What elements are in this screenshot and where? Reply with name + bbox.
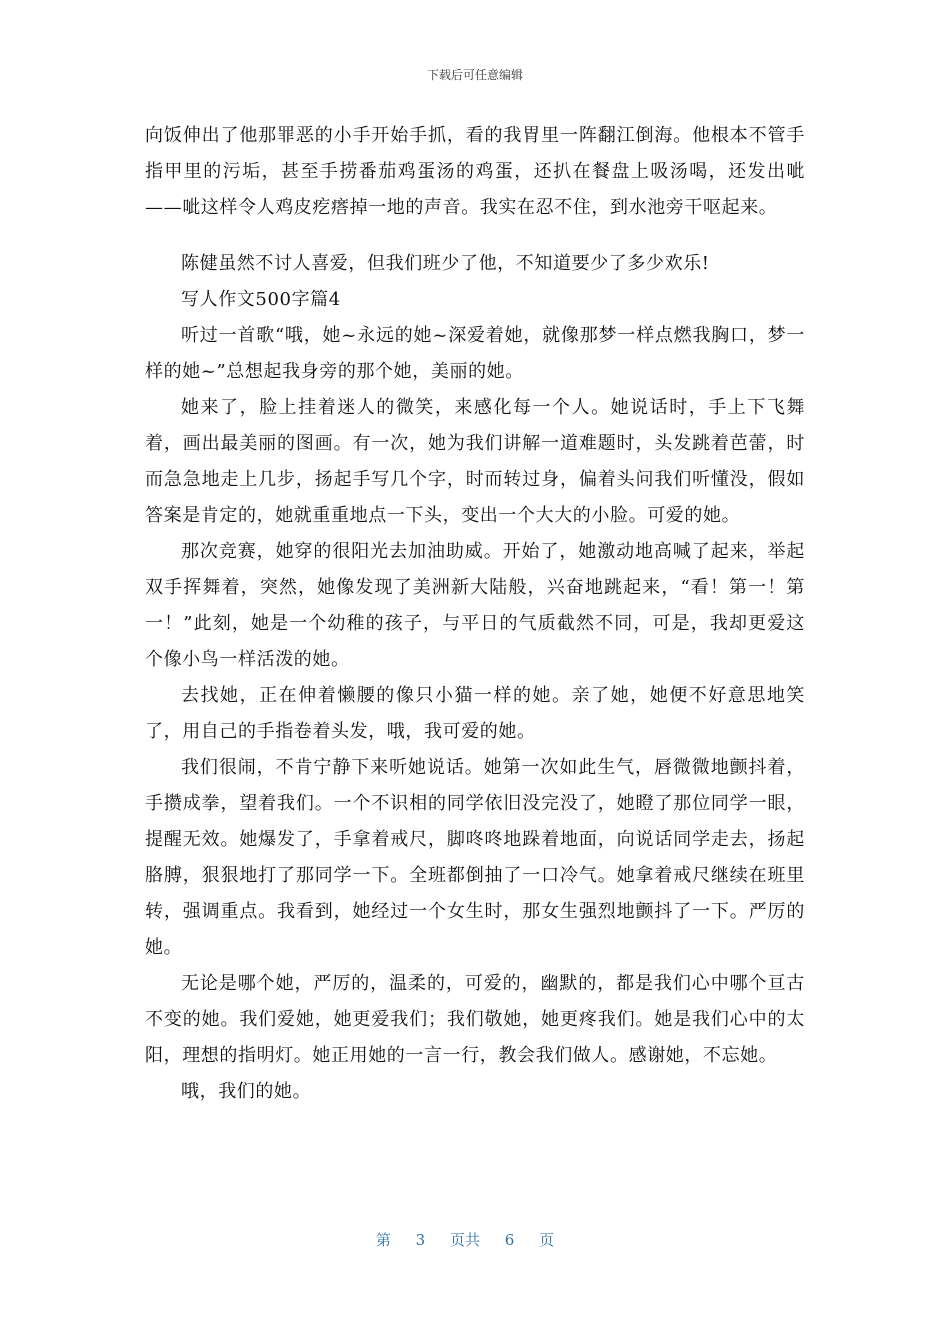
paragraph: 无论是哪个她，严厉的，温柔的，可爱的，幽默的，都是我们心中哪个亘古不变的她。我们爱她，她更爱我们；我们敬她，她更疼我们。她是我们心中的太阳，理想的指明灯。她正用她的一言一行，教会我们做人。感谢她，不忘她。 [145, 973, 805, 1066]
current-page-number: 3 [415, 1231, 426, 1249]
paragraph-continued: 向饭伸出了他那罪恶的小手开始手抓，看的我胃里一阵翻江倒海。他根本不管手指甲里的污垢，甚至手捞番茄鸡蛋汤的鸡蛋，还扒在餐盘上吸汤喝，还发出呲——呲这样令人鸡皮疙瘩掉一地的声音。我实在忍不住，到水池旁干呕起来。 [145, 125, 805, 218]
footer-suffix: 页 [539, 1231, 555, 1249]
total-page-count: 6 [504, 1231, 515, 1249]
paragraph: 那次竞赛，她穿的很阳光去加油助威。开始了，她激动地高喊了起来，举起双手挥舞着，突然，她像发现了美洲新大陆般，兴奋地跳起来，“看！第一！第一！”此刻，她是一个幼稚的孩子，与平日的气质截然不同，可是，我却更爱这个像小鸟一样活泼的她。 [145, 541, 805, 670]
paragraph: 听过一首歌“哦，她~永远的她~深爱着她，就像那梦一样点燃我胸口，梦一样的她~”总想起我身旁的那个她，美丽的她。 [145, 325, 805, 382]
paragraph: 陈健虽然不讨人喜爱，但我们班少了他，不知道要少了多少欢乐! [181, 253, 710, 274]
paragraph: 哦，我们的她。 [181, 1081, 312, 1102]
document-body [145, 118, 805, 1110]
page-header: 下载后可任意编辑 [426, 68, 523, 82]
footer-middle: 页共 [449, 1231, 480, 1249]
paragraph: 我们很闹，不肯宁静下来听她说话。她第一次如此生气，唇微微地颤抖着，手攒成拳，望着我们。一个不识相的同学依旧没完没了，她瞪了那位同学一眼，提醒无效。她爆发了，手拿着戒尺，脚咚咚地跺着地面，向说话同学走去，扬起胳膊，狠狠地打了那同学一下。全班都倒抽了一口冷气。她拿着戒尺继续在班里转，强调重点。我看到，她经过一个女生时，那女生强烈地颤抖了一下。严厉的她。 [145, 757, 805, 958]
footer-prefix: 第 [375, 1231, 391, 1249]
paragraph: 她来了，脸上挂着迷人的微笑，来感化每一个人。她说话时，手上下飞舞着，画出最美丽的图画。有一次，她为我们讲解一道难题时，头发跳着芭蕾，时而急急地走上几步，扬起手写几个字，时而转过身，偏着头问我们听懂没，假如答案是肯定的，她就重重地点一下头，变出一个大大的小脸。可爱的她。 [145, 397, 805, 526]
paragraph: 去找她，正在伸着懒腰的像只小猫一样的她。亲了她，她便不好意思地笑了，用自己的手指卷着头发，哦，我可爱的她。 [145, 685, 805, 742]
section-title: 写人作文500字篇4 [181, 289, 341, 310]
page-footer [0, 1229, 950, 1250]
